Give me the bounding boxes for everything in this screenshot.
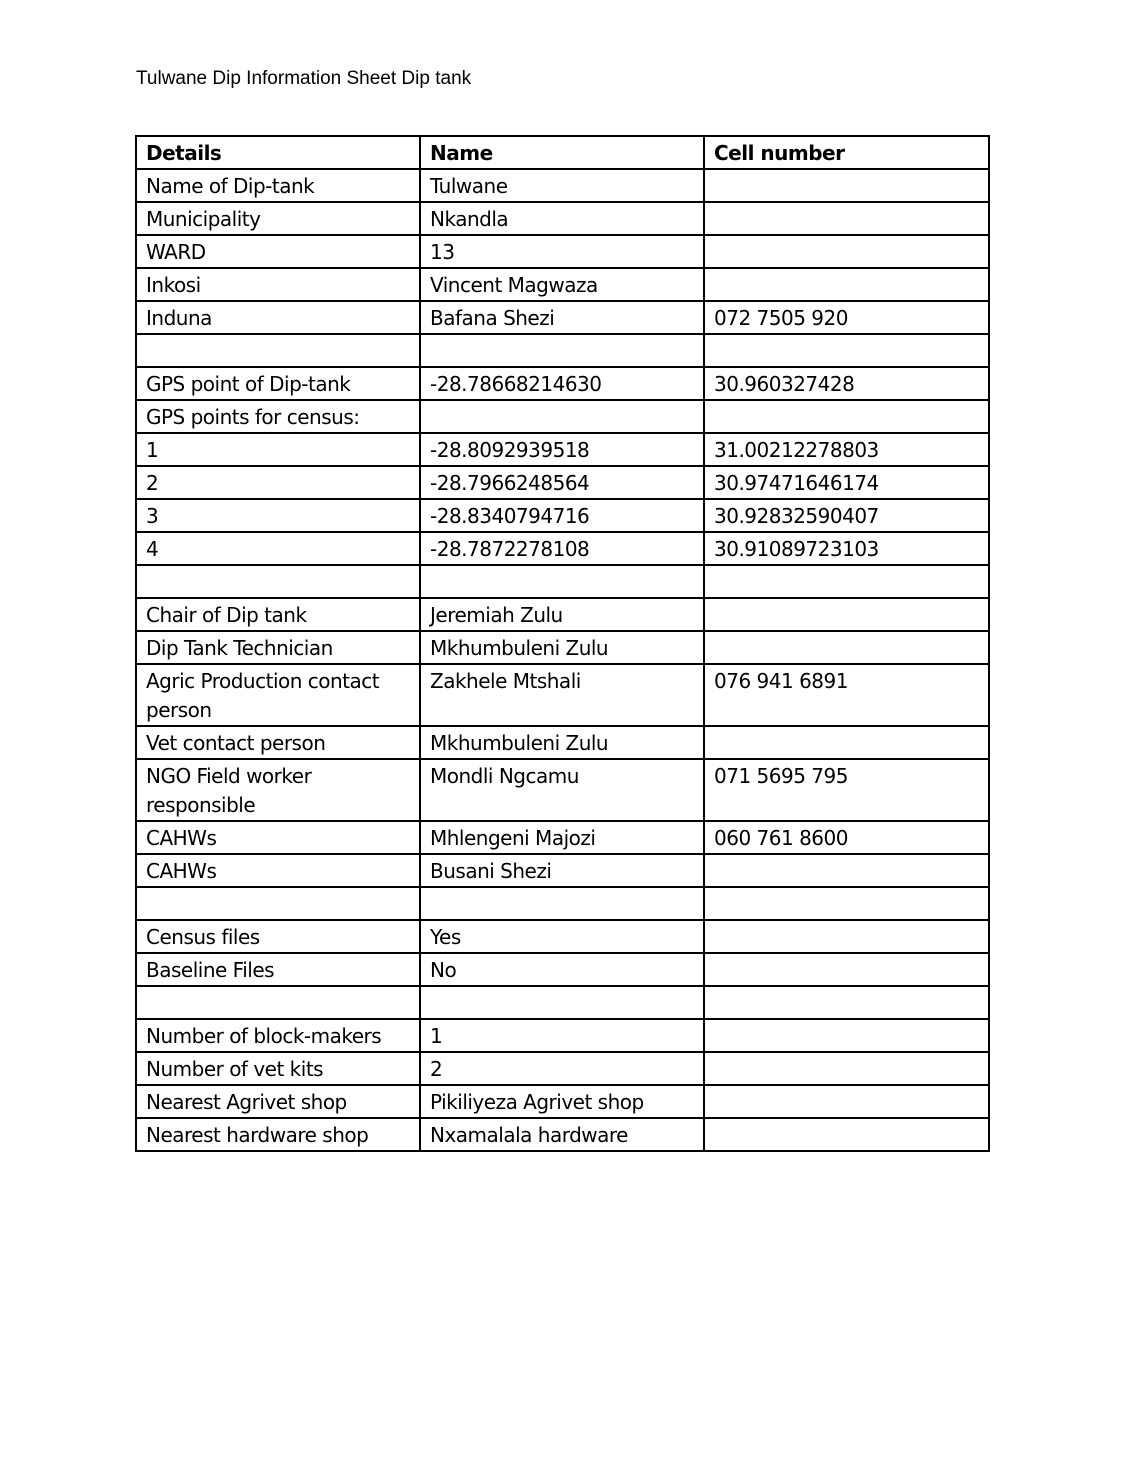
cell-number-cell	[704, 953, 989, 986]
name-cell	[420, 334, 704, 367]
cell-number-cell	[704, 1019, 989, 1052]
table-row	[136, 1085, 989, 1118]
name-cell: -28.7966248564	[420, 466, 704, 499]
cell-number-cell	[704, 334, 989, 367]
cell-number-cell	[704, 986, 989, 1019]
detail-cell: 1	[136, 433, 420, 466]
table-row	[136, 887, 989, 920]
table-row	[136, 854, 989, 887]
name-cell: Nkandla	[420, 202, 704, 235]
name-cell: Zakhele Mtshali	[420, 664, 704, 726]
detail-cell: Agric Production contact person	[136, 664, 420, 726]
detail-cell: Chair of Dip tank	[136, 598, 420, 631]
table-row	[136, 202, 989, 235]
detail-cell: Municipality	[136, 202, 420, 235]
cell-number-cell	[704, 887, 989, 920]
name-cell: -28.78668214630	[420, 367, 704, 400]
detail-cell: Nearest Agrivet shop	[136, 1085, 420, 1118]
name-cell	[420, 887, 704, 920]
name-cell: -28.7872278108	[420, 532, 704, 565]
detail-cell: Number of vet kits	[136, 1052, 420, 1085]
table-row	[136, 759, 989, 821]
name-cell: Vincent Magwaza	[420, 268, 704, 301]
cell-number-cell: 060 761 8600	[704, 821, 989, 854]
cell-number-cell: 071 5695 795	[704, 759, 989, 821]
table-row	[136, 1118, 989, 1151]
name-cell: Mkhumbuleni Zulu	[420, 631, 704, 664]
name-cell: Bafana Shezi	[420, 301, 704, 334]
name-cell	[420, 986, 704, 1019]
detail-cell: 3	[136, 499, 420, 532]
table-row	[136, 334, 989, 367]
header-row	[136, 136, 989, 169]
table-row	[136, 367, 989, 400]
header-cell-number: Cell number	[704, 136, 989, 169]
name-cell: -28.8340794716	[420, 499, 704, 532]
name-cell: -28.8092939518	[420, 433, 704, 466]
detail-cell: Induna	[136, 301, 420, 334]
table-row	[136, 1052, 989, 1085]
detail-cell: Nearest hardware shop	[136, 1118, 420, 1151]
cell-number-cell: 076 941 6891	[704, 664, 989, 726]
cell-number-cell: 30.92832590407	[704, 499, 989, 532]
cell-number-cell: 31.00212278803	[704, 433, 989, 466]
detail-cell: Name of Dip-tank	[136, 169, 420, 202]
detail-cell: 2	[136, 466, 420, 499]
detail-cell: NGO Field worker responsible	[136, 759, 420, 821]
detail-cell	[136, 565, 420, 598]
cell-number-cell	[704, 1085, 989, 1118]
table-row	[136, 953, 989, 986]
name-cell: Yes	[420, 920, 704, 953]
detail-cell	[136, 986, 420, 1019]
table-row	[136, 169, 989, 202]
cell-number-cell	[704, 920, 989, 953]
cell-number-cell	[704, 1052, 989, 1085]
name-cell: Busani Shezi	[420, 854, 704, 887]
cell-number-cell	[704, 598, 989, 631]
cell-number-cell	[704, 854, 989, 887]
detail-cell: Vet contact person	[136, 726, 420, 759]
name-cell: Jeremiah Zulu	[420, 598, 704, 631]
name-cell: Nxamalala hardware	[420, 1118, 704, 1151]
table-row	[136, 433, 989, 466]
detail-cell: Number of block-makers	[136, 1019, 420, 1052]
detail-cell	[136, 887, 420, 920]
name-cell: Pikiliyeza Agrivet shop	[420, 1085, 704, 1118]
detail-cell: CAHWs	[136, 821, 420, 854]
cell-number-cell: 072 7505 920	[704, 301, 989, 334]
cell-number-cell: 30.97471646174	[704, 466, 989, 499]
table-row	[136, 986, 989, 1019]
name-cell: Mhlengeni Majozi	[420, 821, 704, 854]
cell-number-cell: 30.960327428	[704, 367, 989, 400]
cell-number-cell	[704, 268, 989, 301]
detail-cell: Inkosi	[136, 268, 420, 301]
cell-number-cell: 30.91089723103	[704, 532, 989, 565]
name-cell: 13	[420, 235, 704, 268]
name-cell: Mondli Ngcamu	[420, 759, 704, 821]
detail-cell	[136, 334, 420, 367]
table-body	[136, 169, 989, 1151]
table-row	[136, 532, 989, 565]
table-row	[136, 301, 989, 334]
cell-number-cell	[704, 400, 989, 433]
cell-number-cell	[704, 1118, 989, 1151]
name-cell: No	[420, 953, 704, 986]
name-cell: Tulwane	[420, 169, 704, 202]
table-row	[136, 1019, 989, 1052]
detail-cell: Census files	[136, 920, 420, 953]
table-row	[136, 631, 989, 664]
cell-number-cell	[704, 235, 989, 268]
name-cell: 2	[420, 1052, 704, 1085]
cell-number-cell	[704, 202, 989, 235]
page-title: Tulwane Dip Information Sheet Dip tank	[136, 68, 472, 89]
table-header	[136, 136, 989, 169]
header-details: Details	[136, 136, 420, 169]
detail-cell: GPS point of Dip-tank	[136, 367, 420, 400]
table-row	[136, 920, 989, 953]
table-row	[136, 598, 989, 631]
table-row	[136, 821, 989, 854]
table-row	[136, 565, 989, 598]
detail-cell: Baseline Files	[136, 953, 420, 986]
table-row	[136, 726, 989, 759]
detail-cell: 4	[136, 532, 420, 565]
table-row	[136, 499, 989, 532]
table-row	[136, 466, 989, 499]
detail-cell: WARD	[136, 235, 420, 268]
table-row	[136, 268, 989, 301]
cell-number-cell	[704, 726, 989, 759]
name-cell	[420, 400, 704, 433]
detail-cell: CAHWs	[136, 854, 420, 887]
name-cell: Mkhumbuleni Zulu	[420, 726, 704, 759]
detail-cell: GPS points for census:	[136, 400, 420, 433]
table-row	[136, 400, 989, 433]
cell-number-cell	[704, 565, 989, 598]
table-row	[136, 235, 989, 268]
dip-tank-info-table	[135, 135, 990, 1152]
name-cell	[420, 565, 704, 598]
detail-cell: Dip Tank Technician	[136, 631, 420, 664]
cell-number-cell	[704, 169, 989, 202]
cell-number-cell	[704, 631, 989, 664]
name-cell: 1	[420, 1019, 704, 1052]
header-name: Name	[420, 136, 704, 169]
table-row	[136, 664, 989, 726]
